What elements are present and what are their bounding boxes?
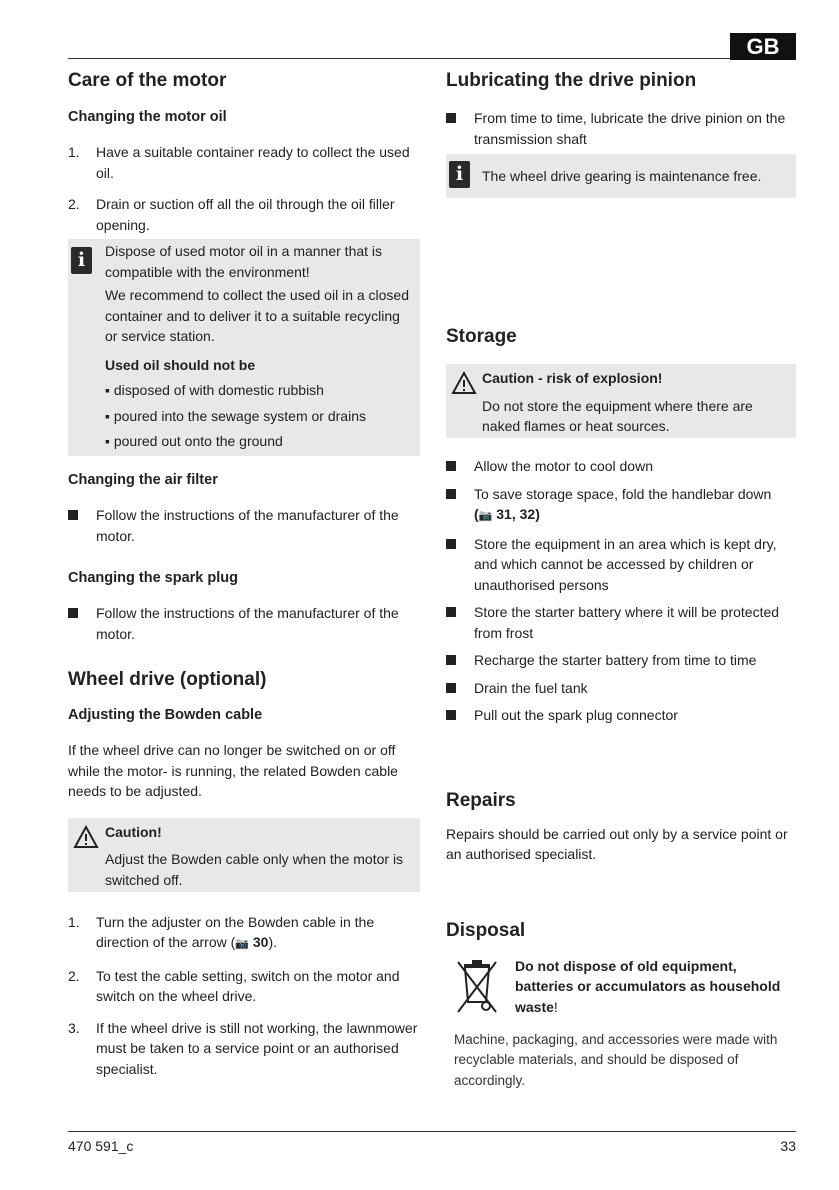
info-item: ▪ poured into the sewage system or drains — [105, 407, 366, 424]
wheel-drive-title: Wheel drive (optional) — [68, 669, 267, 690]
info-text-2: We recommend to collect the used oil in a closed container and to deliver it to a suitable recycling or service station. — [105, 287, 410, 344]
list-item: Follow the instructions of the manufacturer of the motor. — [68, 603, 420, 644]
caution-title: Caution - risk of explosion! — [482, 370, 663, 386]
list-item: 1. Turn the adjuster on the Bowden cable in the direction of the arrow (📷 30). — [68, 913, 375, 950]
caution-box — [68, 818, 420, 892]
bullet-icon — [446, 113, 456, 123]
bullet-icon — [446, 539, 456, 549]
disposal-text: Machine, packaging, and accessories were made with recyclable materials, and should be disposed of accordingly. — [454, 1031, 778, 1088]
repairs-title: Repairs — [446, 789, 516, 811]
warning-icon — [73, 825, 99, 849]
info-item: ▪ disposed of with domestic rubbish — [105, 382, 324, 398]
footer-rule — [68, 1131, 796, 1132]
bullet-icon — [446, 655, 456, 665]
list-item: Store the equipment in an area which is kept dry, and which cannot be accessed by children or unauthorised persons — [446, 534, 796, 596]
info-icon: i — [71, 247, 92, 274]
list-item: Store the starter battery where it will be protected from frost — [446, 602, 796, 643]
caution-text: Do not store the equipment where there are naked flames or heat sources. — [482, 397, 753, 434]
disposal-notice — [446, 956, 796, 1036]
info-bold: Used oil should not be — [105, 356, 256, 373]
page-number: 33 — [780, 1138, 796, 1154]
document-number: 470 591_c — [68, 1138, 134, 1154]
left-column — [68, 70, 420, 1079]
warning-icon — [451, 371, 477, 395]
list-item: To save storage space, fold the handlebar down (📷 31, 32) — [446, 484, 796, 527]
caution-title: Caution! — [105, 823, 162, 840]
oil-info-box — [68, 239, 420, 456]
bowden-subtitle: Adjusting the Bowden cable — [68, 707, 263, 723]
list-item: Drain the fuel tank — [446, 678, 796, 699]
info-icon: i — [449, 161, 470, 188]
bullet-icon — [446, 683, 456, 693]
info-text: The wheel drive gearing is maintenance free. — [482, 168, 762, 184]
bullet-icon — [446, 461, 456, 471]
list-item: 3. If the wheel drive is still not working, the lawnmower must be taken to a service point or an authorised specialist. — [68, 1019, 418, 1077]
care-title: Care of the motor — [68, 70, 227, 91]
lubricating-title: Lubricating the drive pinion — [446, 70, 697, 91]
list-item: From time to time, lubricate the drive pinion on the transmission shaft — [446, 108, 796, 149]
bullet-icon — [446, 607, 456, 617]
bowden-paragraph: If the wheel drive can no longer be switched on or off while the motor- is running, the related Bowden cable needs to be adjusted. — [68, 742, 398, 799]
bullet-icon — [68, 510, 78, 520]
list-item: Pull out the spark plug connector — [446, 705, 796, 726]
bowden-steps — [68, 912, 420, 1080]
caution-text: Adjust the Bowden cable only when the motor is switched off. — [105, 851, 404, 888]
air-filter-subtitle: Changing the air filter — [68, 472, 218, 488]
bullet-icon — [446, 489, 456, 499]
language-badge: GB — [730, 33, 796, 60]
list-item: Allow the motor to cool down — [446, 456, 796, 477]
lub-info-box — [446, 154, 796, 198]
bullet-icon — [68, 608, 78, 618]
oil-steps — [68, 142, 420, 235]
crossed-bin-icon — [454, 958, 500, 1016]
disposal-title: Disposal — [446, 919, 526, 941]
storage-caution-box — [446, 364, 796, 438]
disposal-warning: Do not dispose of old equipment, batteries or accumulators as household waste! — [515, 957, 781, 1015]
storage-list — [446, 456, 796, 726]
list-item: 2. To test the cable setting, switch on the motor and switch on the wheel drive. — [68, 967, 400, 1004]
bullet-icon — [446, 710, 456, 720]
right-column — [446, 70, 796, 1091]
storage-title: Storage — [446, 326, 517, 347]
oil-subtitle: Changing the motor oil — [68, 109, 227, 125]
info-item: ▪ poured out onto the ground — [105, 433, 283, 449]
camera-icon: 📷 — [235, 938, 249, 950]
spark-plug-subtitle: Changing the spark plug — [68, 570, 238, 586]
list-item: Recharge the starter battery from time to time — [446, 650, 796, 671]
repairs-text: Repairs should be carried out only by a service point or an authorised specialist. — [446, 825, 788, 862]
info-text: Dispose of used motor oil in a manner that is compatible with the environment! — [105, 243, 383, 280]
list-item: Follow the instructions of the manufacturer of the motor. — [68, 505, 420, 546]
header-rule — [68, 58, 796, 59]
camera-icon: 📷 — [478, 510, 493, 522]
list-item: 1. Have a suitable container ready to collect the used oil. — [68, 144, 410, 181]
list-item: 2. Drain or suction off all the oil through the oil filler opening. — [68, 196, 395, 233]
